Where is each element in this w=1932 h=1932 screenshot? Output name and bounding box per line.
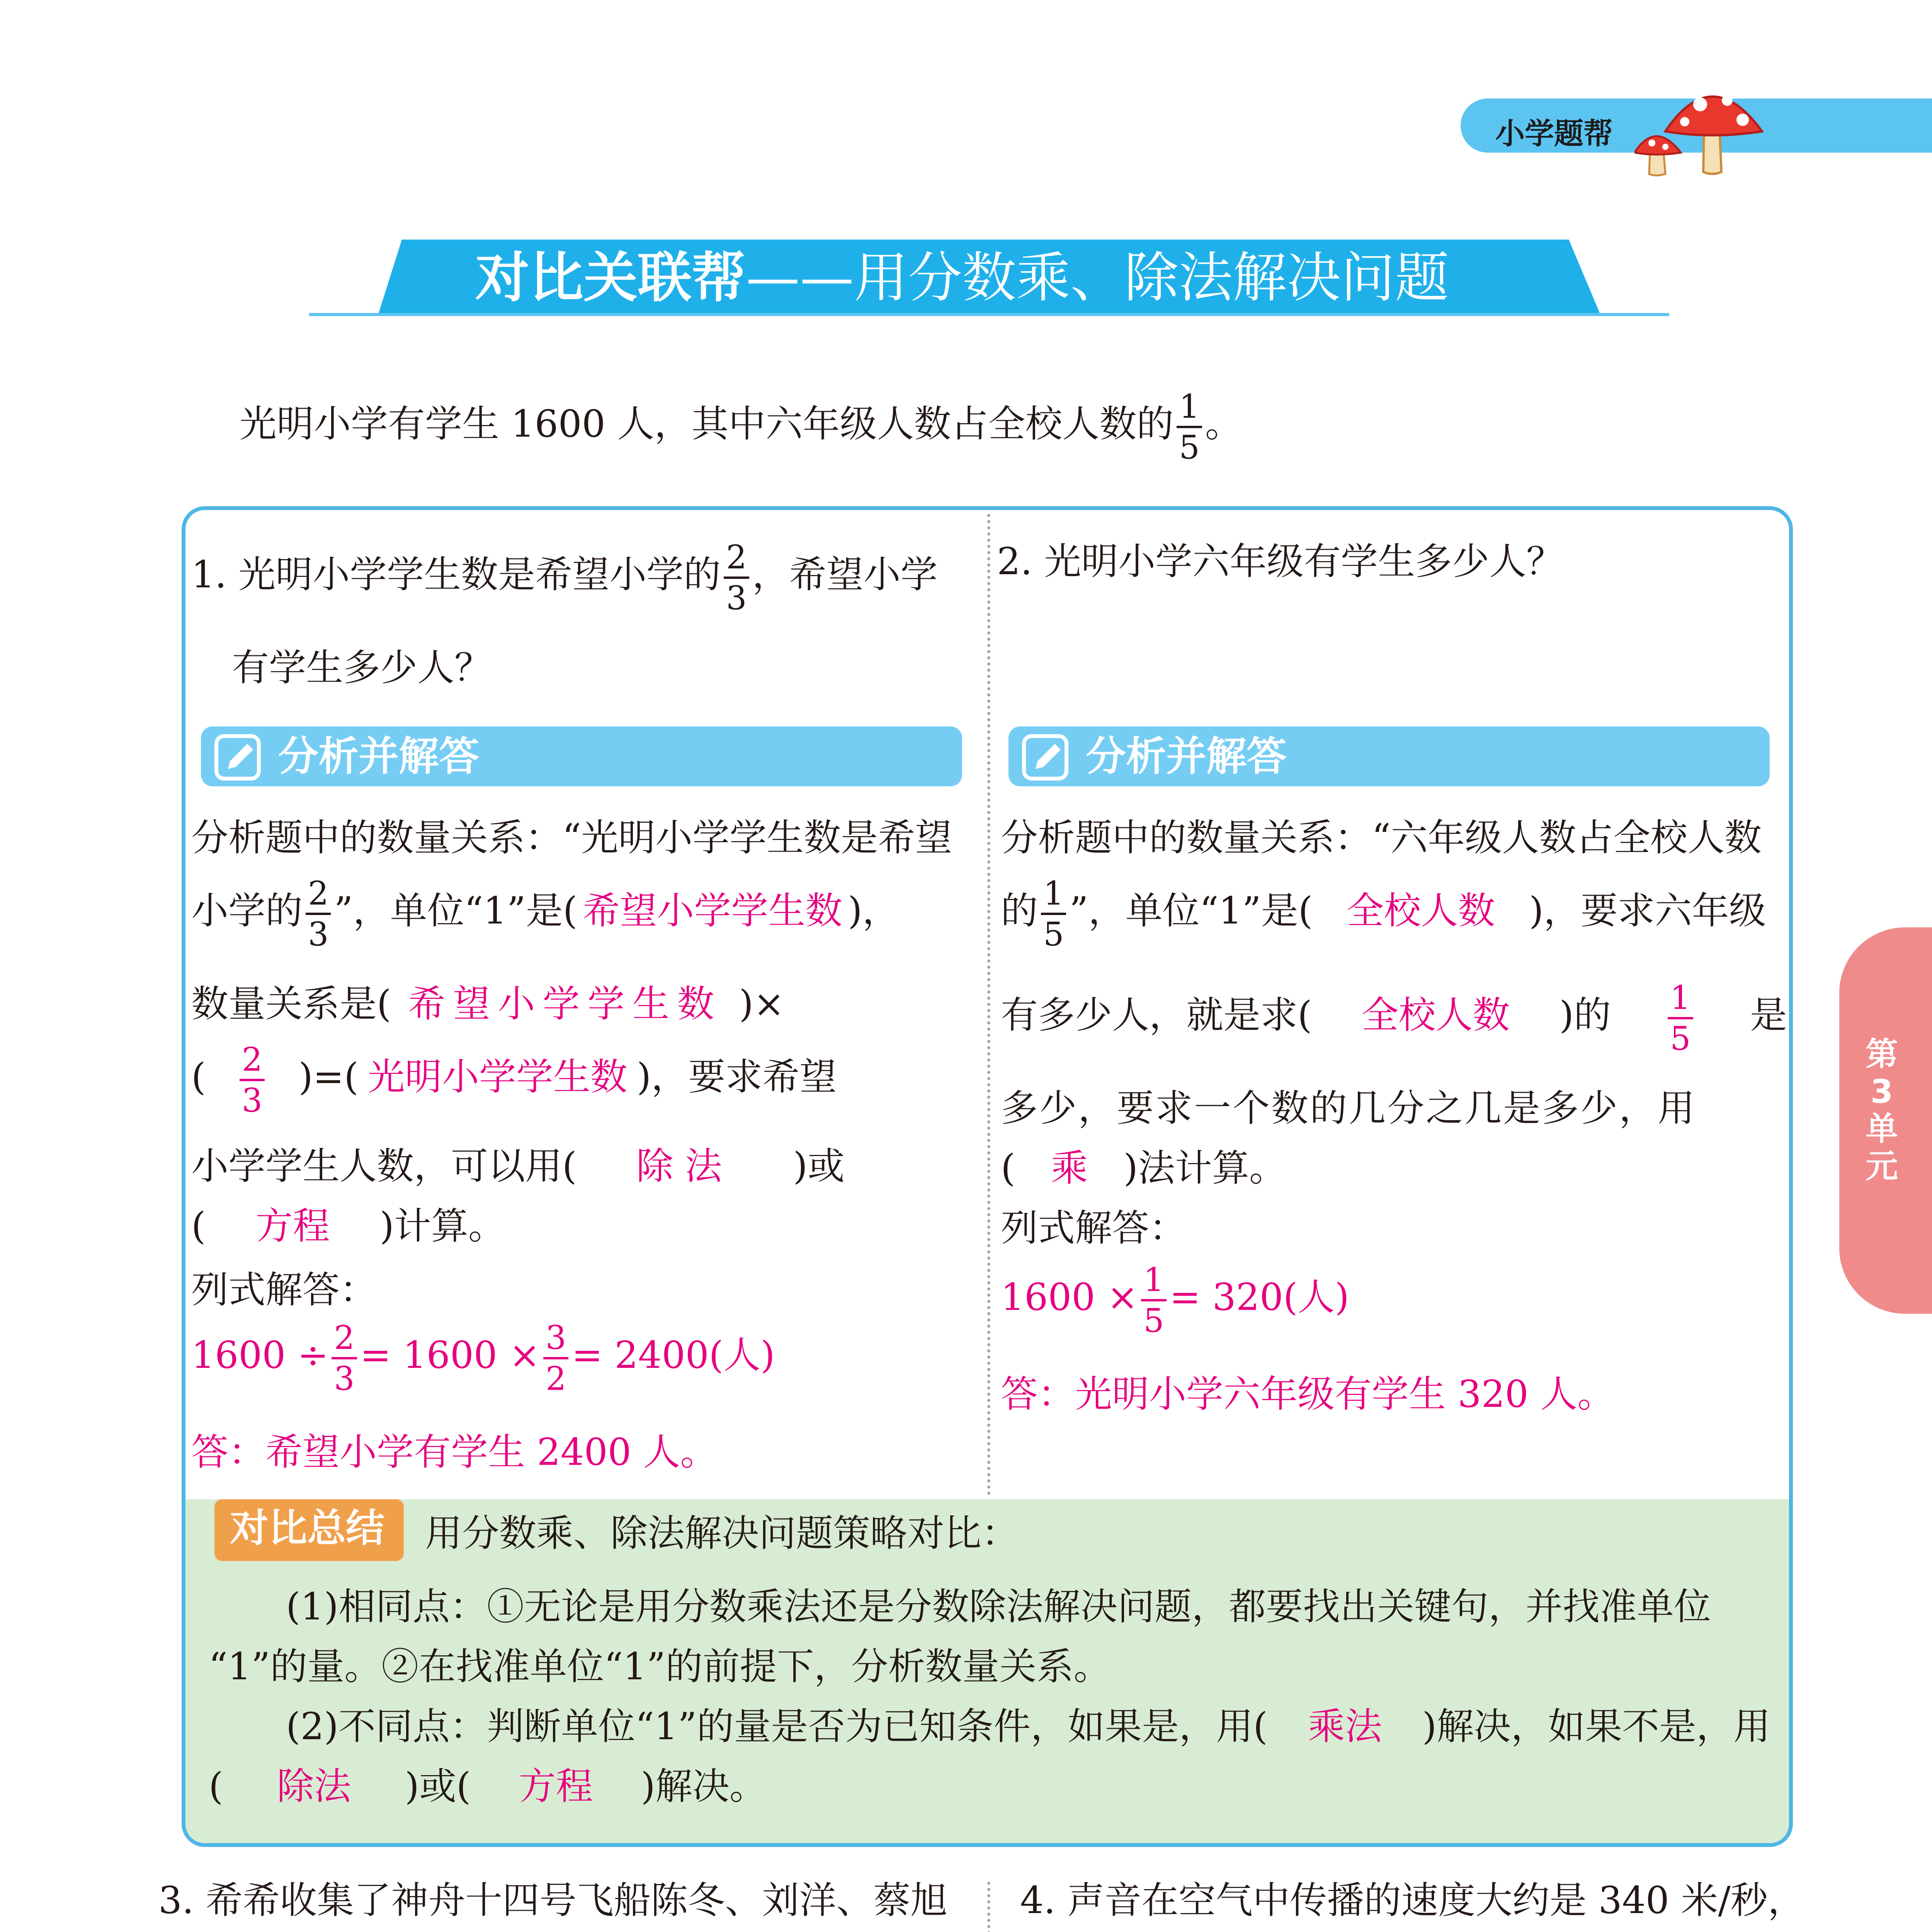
q1-a4: ( 2 3 )=( 光明小学学生数 )，要求希望 [191,1041,837,1119]
q2-a3: 有多少人，就是求( 全校人数 )的 1 5 是 [1001,979,1787,1058]
q2-a5: ( 乘 )法计算。 [1001,1146,1286,1190]
mushroom-icon [1634,73,1781,178]
q2-a2: 的 1 5 ”，单位“1”是( 全校人数 )，要求六年级 [1001,874,1766,953]
summary-title: 用分数乘、除法解决问题策略对比： [425,1512,1019,1555]
pencil-icon [1020,732,1070,782]
q1-a3: 数量关系是( 希望小学学生数 )× [191,982,785,1026]
q2-answer: 答：光明小学六年级有学生 320 人。 [1001,1372,1615,1416]
q4-l1: 4. 声音在空气中传播的速度大约是 340 米/秒， [1020,1879,1805,1922]
q1-a5: 小学学生人数，可以用( 除法 )或 [191,1145,845,1188]
page-title: 对比关联帮——用分数乘、除法解决问题 [475,247,1449,310]
q1-banner-label: 分析并解答 [278,733,480,780]
header-tag: 小学题帮 [1495,116,1613,151]
summary-p1b: “1”的量。②在找准单位“1”的前提下，分析数量关系。 [209,1645,1111,1688]
q2-a4: 多少，要求一个数的几分之几是多少，用 [1001,1087,1696,1130]
q3-l1: 3. 希希收集了神舟十四号飞船陈冬、刘洋、蔡旭 [158,1879,948,1922]
column-divider [987,514,990,1495]
q1-a7: 列式解答： [191,1268,377,1311]
pencil-icon [213,732,263,782]
q1-line2: 有学生多少人？ [232,646,492,689]
intro-text: 光明小学有学生 1600 人，其中六年级人数占全校人数的 1 5 。 [240,388,1242,466]
unit-tab-label: 第 3 单 元 [1865,1035,1898,1185]
q2-line1: 2. 光明小学六年级有学生多少人？ [997,540,1564,583]
q1-a6: ( 方程 )计算。 [191,1204,505,1248]
q1-a1: 分析题中的数量关系：“光明小学学生数是希望 [191,816,952,859]
q1-equation: 1600 ÷ 2 3 = 1600 × 3 2 = 2400(人) [191,1319,775,1398]
q1-a2: 小学的 2 3 ”，单位“1”是( 希望小学学生数 )， [191,874,900,953]
q1-answer: 答：希望小学有学生 2400 人。 [191,1430,718,1474]
summary-badge-label: 对比总结 [230,1505,384,1551]
summary-p1a: (1)相同点：①无论是用分数乘法还是分数除法解决问题，都要找出关键句，并找准单位 [286,1585,1711,1628]
lower-divider [987,1882,990,1932]
q2-banner-label: 分析并解答 [1086,733,1287,780]
q2-a6: 列式解答： [1001,1206,1186,1250]
summary-p2a: (2)不同点：判断单位“1”的量是否为已知条件，如果是，用( 乘法 )解决，如果不是，用 [286,1705,1771,1748]
q2-a1: 分析题中的数量关系：“六年级人数占全校人数 [1001,816,1762,859]
q1-line1: 1. 光明小学学生数是希望小学的 2 3 ，希望小学 [191,538,938,617]
q2-equation: 1600 × 1 5 = 320(人) [1001,1261,1349,1340]
summary-p3: ( 除法 )或( 方程 )解决。 [209,1765,767,1808]
